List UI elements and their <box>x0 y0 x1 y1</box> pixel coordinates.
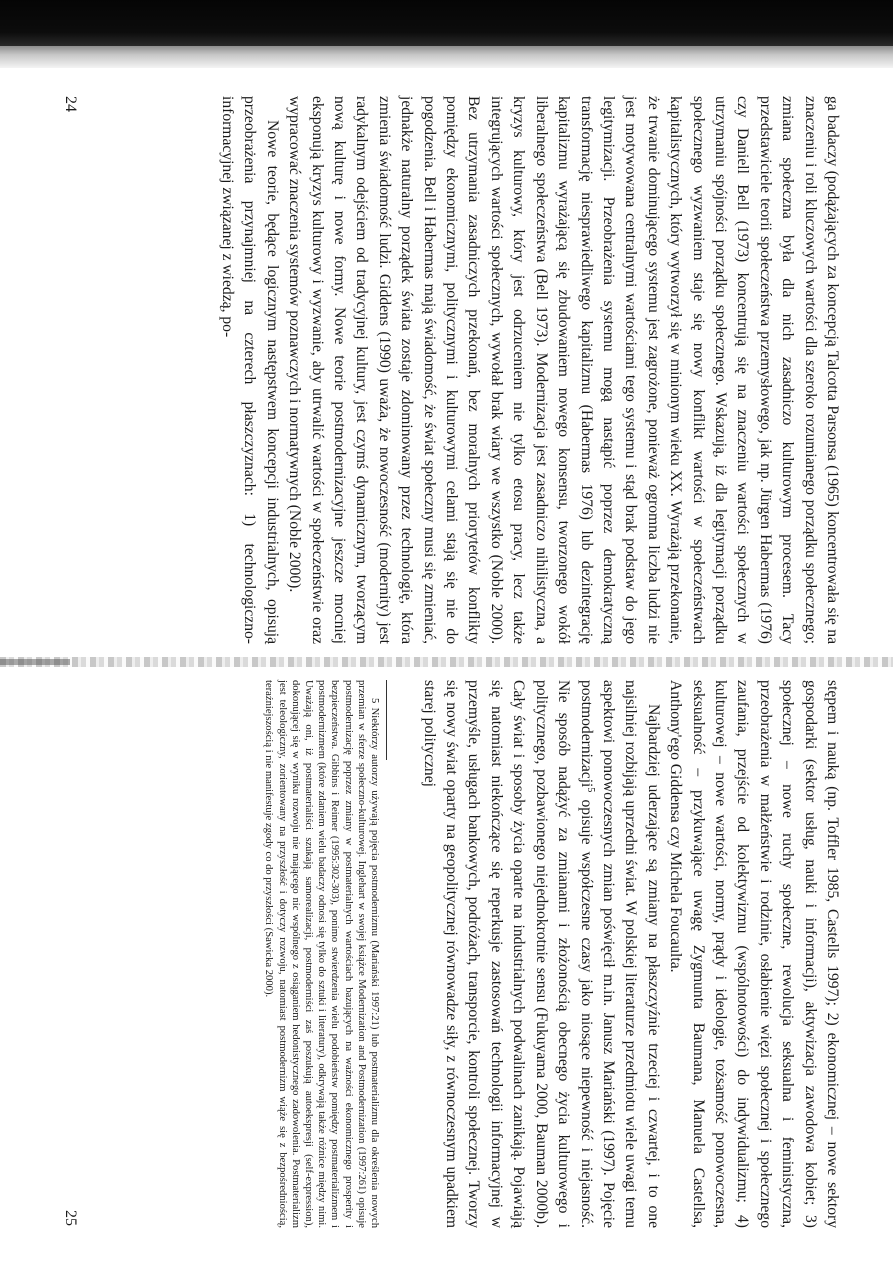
page-25-body <box>417 680 843 1228</box>
footnote-rule <box>386 680 387 760</box>
gutter-shadow <box>0 659 70 665</box>
footnote-block <box>262 680 381 1228</box>
paragraph: stępem i nauką (np. Toffler 1985, Castells 1997); 2) ekonomicznej – nowe sektory gospodarki (sektor usług, nauki i informacji), aktywizacja zawodowa kobiet; 3) społecznej – nowe ruchy społeczne, rewolucja seksualna i feministyczna, przeobrażenia w małżeństwie i rodzinie, osłabienie więzi społecznej i społecznego zaufania, przejście od kolektywizmu (wspólnotowości) do indywidualizmu; 4) kulturowej – nowe wartości, normy, prądy i ideologie, tożsamość ponowoczesna, seksualność – przykuwające uwagę Zygmunta Baumana, Manuela Castellsa, Anthony'ego Giddensa czy Michela Foucaulta. <box>667 680 841 1228</box>
page-24 <box>63 96 843 644</box>
paragraph-text: opisuje współczesne czasy jako niosące niepewność i niejasność. Nie sposób nadążyć za zmianami i złożonością obecnego życia kulturowego i politycznego, pozbawionego niejednokrotnie sensu (Fukuyama 2000, Bauman 2000b). Cały świat i sposoby życia oparte na industrialnych podwalinach zanikają. Pojawiają się natomiast niekończące się reperkusje zastosowań technologii informacyjnej w przemyśle, usługach bankowych, podróżach, transporcie, kontroli społecznej. Tworzy się nowy świat oparty na geopolitycznej równowadze siły, z równoczesnym upadkiem starej politycznej <box>420 680 595 1228</box>
page-number: 24 <box>62 96 79 112</box>
footnote-reference: 5 <box>584 787 596 793</box>
page-number: 25 <box>62 1210 79 1226</box>
page-25 <box>63 680 843 1228</box>
page-24-body <box>216 96 843 644</box>
paragraph: Nowe teorie, będące logicznym następstwem koncepcji industrialnych, opisują przeobrażenia przynajmniej na czterech płaszczyznach: 1) technologiczno-informacyjnej związanej z wiedzą, po- <box>219 96 281 644</box>
footnote: 5 Niektórzy autorzy używają pojęcia postmodernizmu (Mariański 1997:21) lub postmaterializmu dla określenia nowych przemian w sferze społeczno-kulturowej. Inglehart w swojej książce Modernization and Postmodernization (1997:261) opisuje postmodernizację poprzez zmiany w postmaterialnych wartościach bazujących na ważności ekonomicznego prosperity i bezpieczeństwa. Gibbins i Reimer (1995:302-303), ponimo stwierdzenia wielu podobieństw pomiędzy postmaterializmem i postmodernizmem (które zdaniem wielu badaczy odnosi się tylko do sztuki i literatury), odkrywają także różnice między nimi. Uważają oni, iż postmaterialiści szukają samorealizacji, postmoderniści zaś poszukują autoekspresji (self-expression), dokonującej się w wyniku rozwoju nie mającego nic wspólnego z osiąganiem hedonistycznego zadowolenia. Postmaterializm jest teleologiczny, zorientowany na przyszłość i dotyczy rozwoju, natomiast postmodernizm wiąże się z bezpośredniością, teraźniejszością i nie manifestuje zgody co do przyszłości (Sawicka 2000). <box>263 680 380 1228</box>
scan-streak <box>0 46 893 68</box>
paragraph <box>417 680 663 1228</box>
scan-dark-edge <box>0 0 893 46</box>
book-gutter <box>0 657 893 667</box>
paragraph: ga badaczy (podążających za koncepcją Talcotta Parsonsa (1965) koncentrowała się na znaczeniu i roli kluczowych wartości dla szeroko rozumianego porządku społecznego; zmiana społeczna była dla nich zasadniczo kulturowym procesem. Tacy przedstawiciele teorii społeczeństwa przemysłowego, jak np. Jürgen Habermas (1976) czy Daniell Bell (1973) koncentrują się na znaczeniu wartości społecznych w utrzymaniu spójności porządku społecznego. Wskazują, iż dla legitymacji porządku społecznego wyzwaniem staje się nowy konflikt wartości w społeczeństwach kapitalistycznych, który wytworzył się w minionym wieku XX. Wyrażają przekonanie, że trwanie dominującego systemu jest zagrożone, ponieważ ogromna liczba ludzi nie jest motywowana centralnymi wartościami tego systemu i stąd brak podstaw do jego legitymizacji. Przeobrażenia systemu mogą nastąpić poprzez demokratyczną transformację niesprawiedliwego kapitalizmu (Habermas 1976) lub dezintegrację kapitalizmu wyrażającą się zbudowaniem nowego konsensu, tworzonego wokół liberalnego społeczeństwa (Bell 1973). Modernizacja jest zasadniczo nihilistyczna, a kryzys kulturowy, który jest odrzuceniem nie tylko etosu pracy, lecz także integrujących wartości społecznych, wywołał brak wiary we wszystko (Noble 2000). Bez utrzymania zasadniczych przekonań, bez moralnych priorytetów konflikty pomiędzy ekonomicznymi, politycznymi i kulturowymi celami stają się nie do pogodzenia. Bell i Habermas mają świadomość, że świat społeczny musi się zmieniać, jednakże naturalny porządek świata zostaje zdominowany przez technologię, która zmienia świadomość ludzi. Giddens (1990) uważa, że nowoczesność (modernity) jest radykalnym odejściem od tradycyjnej kultury, jest czymś dynamicznym, tworzącym nową kulturę i nowe formy. Nowe teorie postmodernizacyjne jeszcze mocniej eksponują kryzys kulturowy i wyzwanie, aby utrwalić wartości w społeczeństwie oraz wypracować znaczenia systemów poznawczych i normatywnych (Noble 2000). <box>286 96 841 644</box>
paragraph-text: Najbardziej uderzające są zmiany na płaszczyźnie trzeciej i czwartej, i to one najsilniej rozbijają uprzedni świat. W polskiej literaturze przedmiotu wiele uwagi temu aspektowi ponowoczesnych zmian poświęcił m.in. Janusz Mariański (1997). Pojęcie postmodernizacji <box>577 680 662 1228</box>
